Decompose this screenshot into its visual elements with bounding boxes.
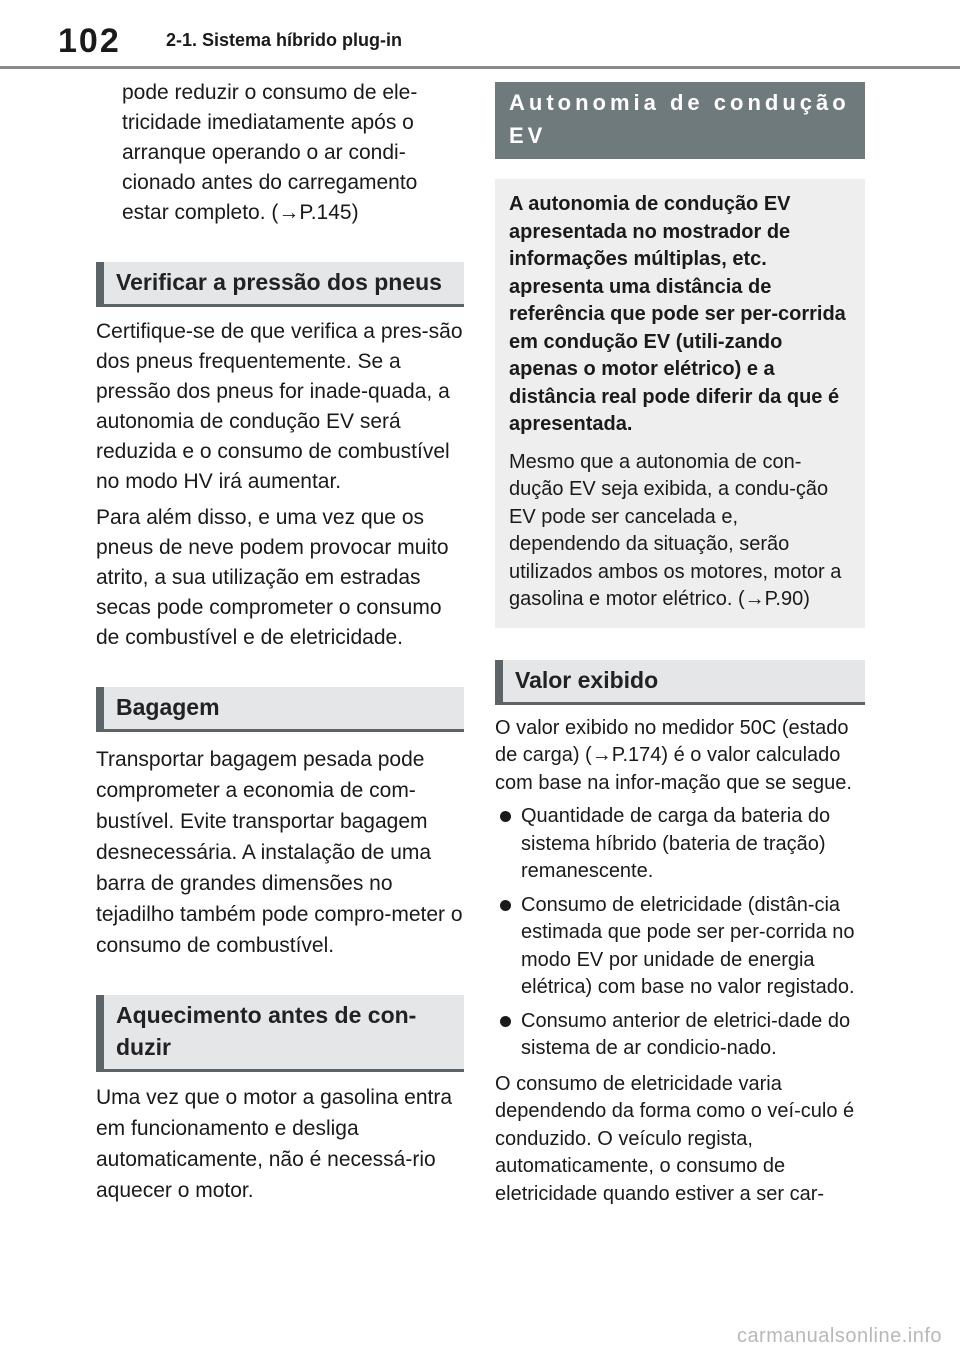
intro-paragraph: pode reduzir o consumo de ele-tricidade imediatamente após o arranque operando o ar condi-cionado antes do carregamento estar completo. (→P.145): [122, 81, 418, 224]
bullet-item-3: Consumo anterior de eletrici-dade do sistema de ar condicio-nado.: [495, 1008, 865, 1063]
tire-pressure-paragraph-1: Certifique-se de que verifica a pres-são dos pneus frequentemente. Se a pressão dos pneus for inade-quada, a autonomia de condução EV será reduzida e o consumo de combustível no modo HV irá aumentar.: [96, 320, 463, 493]
luggage-heading: Bagagem: [96, 687, 464, 732]
ev-range-bold-text: A autonomia de condução EV apresentada no mostrador de informações múltiplas, etc. apresenta uma distância de referência que pode ser per-corrida em condução EV (utili-zando apenas o motor elétrico) e a distância real pode diferir da que é apresentada.: [509, 193, 846, 435]
ev-range-normal-text: Mesmo que a autonomia de con-dução EV seja exibida, a condu-ção EV pode ser cancelada e, dependendo da situação, serão utilizados ambos os motores, motor a gasolina e motor elétrico. (→P.90): [509, 450, 842, 610]
bullet-item-1: Quantidade de carga da bateria do sistema híbrido (bateria de tração) remanescente.: [495, 803, 865, 886]
watermark: carmanualsonline.info: [736, 1325, 942, 1347]
page-number: 102: [58, 22, 121, 60]
right-column: [495, 82, 865, 1208]
ev-range-heading: Autonomia de condução EV: [495, 82, 865, 159]
tire-pressure-heading: Verificar a pressão dos pneus: [96, 262, 464, 307]
header-divider: [0, 66, 960, 69]
warmup-heading: Aquecimento antes de con-duzir: [96, 995, 464, 1072]
displayed-value-intro: O valor exibido no medidor 50C (estado de carga) (→P.174) é o valor calculado com base na infor-mação que se segue.: [495, 716, 852, 794]
displayed-value-heading: Valor exibido: [495, 660, 865, 705]
left-column: [96, 78, 464, 1206]
ev-range-info-box: [495, 179, 865, 628]
luggage-paragraph: Transportar bagagem pesada pode comprometer a economia de com-bustível. Evite transportar bagagem desnecessária. A instalação de uma barra de grandes dimensões no tejadilho também pode compro-meter o consumo de combustível.: [96, 748, 463, 957]
section-title: 2-1. Sistema híbrido plug-in: [166, 30, 403, 50]
tire-pressure-paragraph-2: Para além disso, e uma vez que os pneus de neve podem provocar muito atrito, a sua utilização em estradas secas pode comprometer o consumo de combustível e de eletricidade.: [96, 506, 449, 649]
warmup-paragraph: Uma vez que o motor a gasolina entra em funcionamento e desliga automaticamente, não é necessá-rio aquecer o motor.: [96, 1086, 453, 1202]
bullet-item-2: Consumo de eletricidade (distân-cia estimada que pode ser per-corrida no modo EV por unidade de energia elétrica) com base no valor registado.: [495, 892, 865, 1002]
closing-paragraph: O consumo de eletricidade varia dependendo da forma como o veí-culo é conduzido. O veículo regista, automaticamente, o consumo de eletricidade quando estiver a ser car-: [495, 1072, 855, 1205]
